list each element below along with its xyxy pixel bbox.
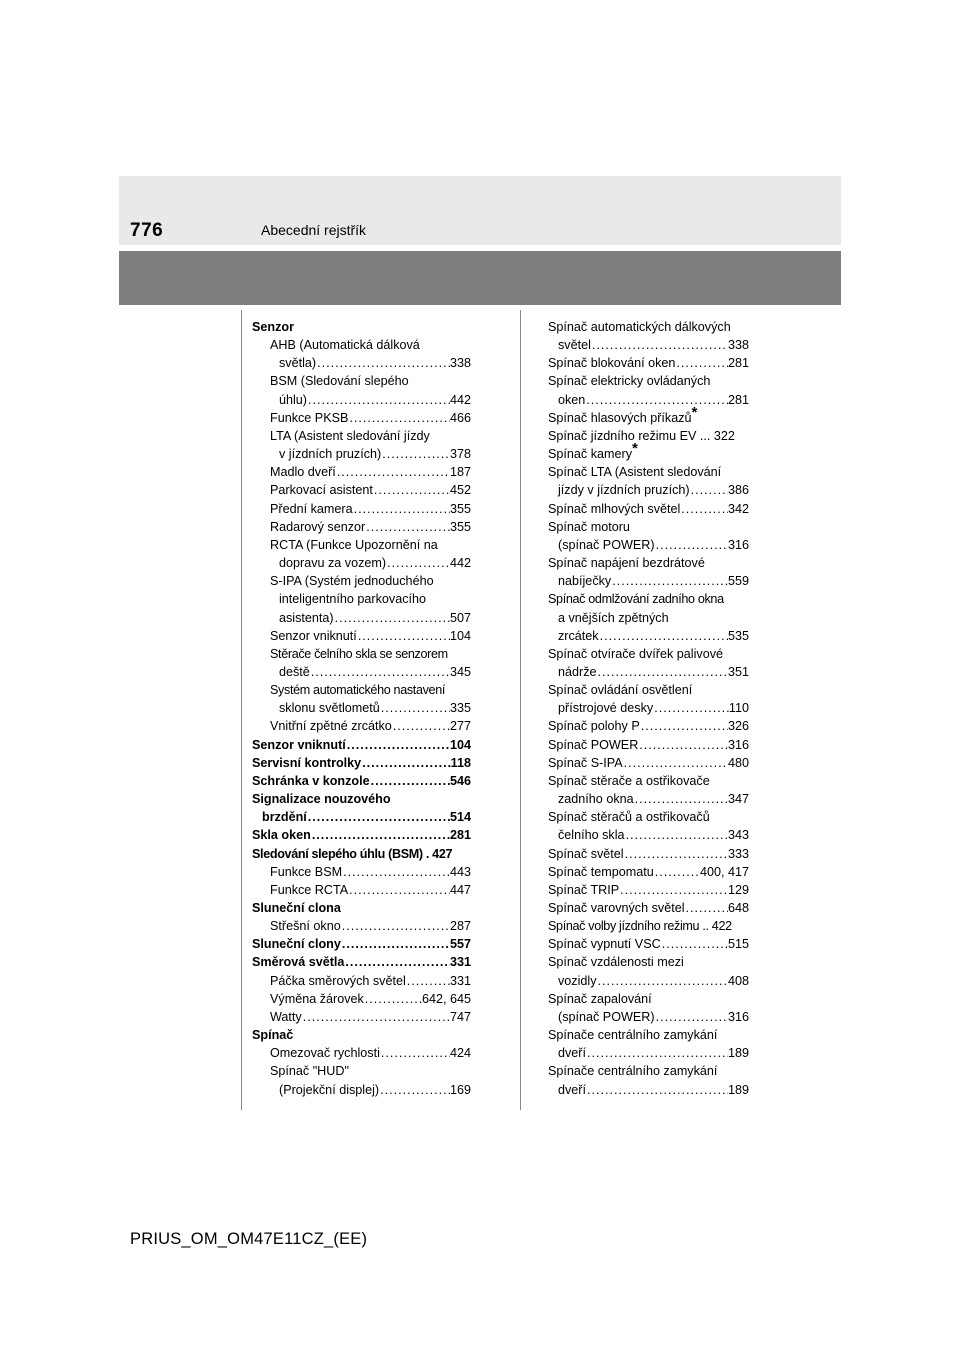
index-subentry: Parkovací asistent ..... 452 bbox=[252, 481, 471, 499]
index-subentry: AHB (Automatická dálková bbox=[270, 338, 420, 353]
column-divider bbox=[520, 310, 521, 1110]
index-subentry: inteligentního parkovacího bbox=[279, 592, 427, 607]
column-divider bbox=[241, 310, 242, 1110]
index-subentry: Přední kamera ..... 355 bbox=[252, 500, 471, 518]
index-entry: Spínač mlhových světel ..... 342 bbox=[548, 500, 749, 518]
index-heading: brzdění ..... 514 bbox=[252, 808, 471, 826]
index-entry: Spínač S-IPA ..... 480 bbox=[548, 754, 749, 772]
index-entry: Spínač vypnutí VSC ..... 515 bbox=[548, 935, 749, 953]
index-heading: Směrová světla ..... 331 bbox=[252, 953, 471, 971]
index-entry: Spínač hlasových příkazů* bbox=[548, 403, 698, 425]
index-entry: Spínač ovládání osvětlení bbox=[548, 683, 693, 698]
index-subentry: RCTA (Funkce Upozornění na bbox=[270, 537, 438, 552]
index-heading: Servisní kontrolky ..... 118 bbox=[252, 754, 471, 772]
index-entry: Spínač LTA (Asistent sledování bbox=[548, 465, 722, 480]
index-subentry: Senzor vniknutí ..... 104 bbox=[252, 627, 471, 645]
index-heading: Schránka v konzole ..... 546 bbox=[252, 772, 471, 790]
index-entry: čelního skla ..... 343 bbox=[548, 826, 749, 844]
index-entry: Spínač stěračů a ostřikovačů bbox=[548, 810, 710, 825]
index-entry: zadního okna ..... 347 bbox=[548, 790, 749, 808]
index-entry: jízdy v jízdních pruzích) ..... 386 bbox=[548, 481, 749, 499]
index-entry: Spínač odmlžování zadního okna bbox=[548, 592, 724, 607]
index-heading: Senzor bbox=[252, 320, 294, 334]
footnote-mark: * bbox=[632, 440, 638, 458]
index-subentry: Madlo dveří ..... 187 bbox=[252, 463, 471, 481]
index-subentry: Radarový senzor ..... 355 bbox=[252, 518, 471, 536]
index-entry: Spínač zapalování bbox=[548, 991, 652, 1006]
index-entry: přístrojové desky ..... 110 bbox=[548, 699, 749, 717]
page-number: 776 bbox=[130, 220, 164, 241]
index-entry: a vnějších zpětných bbox=[558, 610, 669, 625]
index-entry: oken ..... 281 bbox=[548, 391, 749, 409]
index-entry: zrcátek ..... 535 bbox=[548, 627, 749, 645]
index-subentry: Páčka směrových světel ..... 331 bbox=[252, 972, 471, 990]
index-entry: vozidly ..... 408 bbox=[548, 972, 749, 990]
index-subentry: Spínač "HUD" bbox=[270, 1064, 349, 1079]
index-entry: Spínač vzdálenosti mezi bbox=[548, 955, 684, 970]
index-column-right bbox=[548, 318, 749, 1099]
index-subentry: Stěrače čelního skla se senzorem bbox=[270, 646, 448, 661]
index-entry: Spínače centrálního zamykání bbox=[548, 1064, 718, 1079]
index-subentry: Funkce PKSB ..... 466 bbox=[252, 409, 471, 427]
document-code: PRIUS_OM_OM47E11CZ_(EE) bbox=[130, 1230, 368, 1248]
section-tab-band bbox=[119, 251, 841, 305]
index-entry: (spínač POWER) ..... 316 bbox=[548, 1008, 749, 1026]
index-entry: Spínač blokování oken ..... 281 bbox=[548, 354, 749, 372]
index-entry: Spínač TRIP ..... 129 bbox=[548, 881, 749, 899]
index-entry: Spínač jízdního režimu EV ... 322 bbox=[548, 428, 735, 443]
index-entry: Spínač stěrače a ostřikovače bbox=[548, 773, 710, 788]
index-subentry: Vnitřní zpětné zrcátko ..... 277 bbox=[252, 717, 471, 735]
index-entry: nabíječky ..... 559 bbox=[548, 572, 749, 590]
index-subentry: světla) ..... 338 bbox=[252, 354, 471, 372]
index-entry: (spínač POWER) ..... 316 bbox=[548, 536, 749, 554]
index-subentry: (Projekční displej) ..... 169 bbox=[252, 1081, 471, 1099]
index-subentry: S-IPA (Systém jednoduchého bbox=[270, 574, 434, 589]
index-heading: Senzor vniknutí ..... 104 bbox=[252, 736, 471, 754]
index-subentry: dopravu za vozem) ..... 442 bbox=[252, 554, 471, 572]
index-subentry: deště ..... 345 bbox=[252, 663, 471, 681]
index-heading: Spínač bbox=[252, 1028, 294, 1043]
index-subentry: BSM (Sledování slepého bbox=[270, 374, 409, 389]
index-subentry: v jízdních pruzích) ..... 378 bbox=[252, 445, 471, 463]
index-subentry: Systém automatického nastavení bbox=[270, 683, 446, 698]
index-subentry: Omezovač rychlosti ..... 424 bbox=[252, 1044, 471, 1062]
index-entry: Spínač elektricky ovládaných bbox=[548, 374, 711, 389]
index-entry: Spínač varovných světel ..... 648 bbox=[548, 899, 749, 917]
index-subentry: asistenta) ..... 507 bbox=[252, 609, 471, 627]
index-heading: Signalizace nouzového bbox=[252, 792, 391, 807]
index-subentry: Funkce BSM ..... 443 bbox=[252, 863, 471, 881]
index-entry: Spínač automatických dálkových bbox=[548, 320, 731, 334]
index-subentry: Střešní okno ..... 287 bbox=[252, 917, 471, 935]
index-subentry: LTA (Asistent sledování jízdy bbox=[270, 428, 430, 443]
index-subentry: Watty ..... 747 bbox=[252, 1008, 471, 1026]
index-heading: Sluneční clona bbox=[252, 901, 341, 915]
index-subentry: sklonu světlometů ..... 335 bbox=[252, 699, 471, 717]
index-entry: Spínače centrálního zamykání bbox=[548, 1028, 718, 1043]
index-entry: Spínač motoru bbox=[548, 519, 630, 534]
index-heading: Skla oken ..... 281 bbox=[252, 826, 471, 844]
index-heading: Sledování slepého úhlu (BSM) . 427 bbox=[252, 846, 453, 861]
index-subentry: úhlu) ..... 442 bbox=[252, 391, 471, 409]
index-column-left bbox=[252, 318, 471, 1099]
index-entry: Spínač tempomatu ..... 400, 417 bbox=[548, 863, 749, 881]
index-entry: Spínač napájení bezdrátové bbox=[548, 556, 705, 571]
index-entry: dveří ..... 189 bbox=[548, 1081, 749, 1099]
index-subentry: Funkce RCTA ..... 447 bbox=[252, 881, 471, 899]
index-entry: světel ..... 338 bbox=[548, 336, 749, 354]
index-entry: Spínač kamery* bbox=[548, 440, 638, 462]
index-entry: dveří ..... 189 bbox=[548, 1044, 749, 1062]
section-title: Abecední rejstřík bbox=[261, 222, 367, 238]
index-entry: Spínač světel ..... 333 bbox=[548, 845, 749, 863]
index-subentry: Výměna žárovek ..... 642, 645 bbox=[252, 990, 471, 1008]
index-heading: Sluneční clony ..... 557 bbox=[252, 935, 471, 953]
index-entry: Spínač otvírače dvířek palivové bbox=[548, 646, 724, 661]
header-band bbox=[119, 176, 841, 245]
index-entry: Spínač POWER ..... 316 bbox=[548, 736, 749, 754]
index-entry: Spínač polohy P ..... 326 bbox=[548, 717, 749, 735]
index-entry: nádrže ..... 351 bbox=[548, 663, 749, 681]
index-entry: Spínač volby jízdního režimu .. 422 bbox=[548, 919, 732, 934]
footnote-mark: * bbox=[691, 403, 698, 421]
